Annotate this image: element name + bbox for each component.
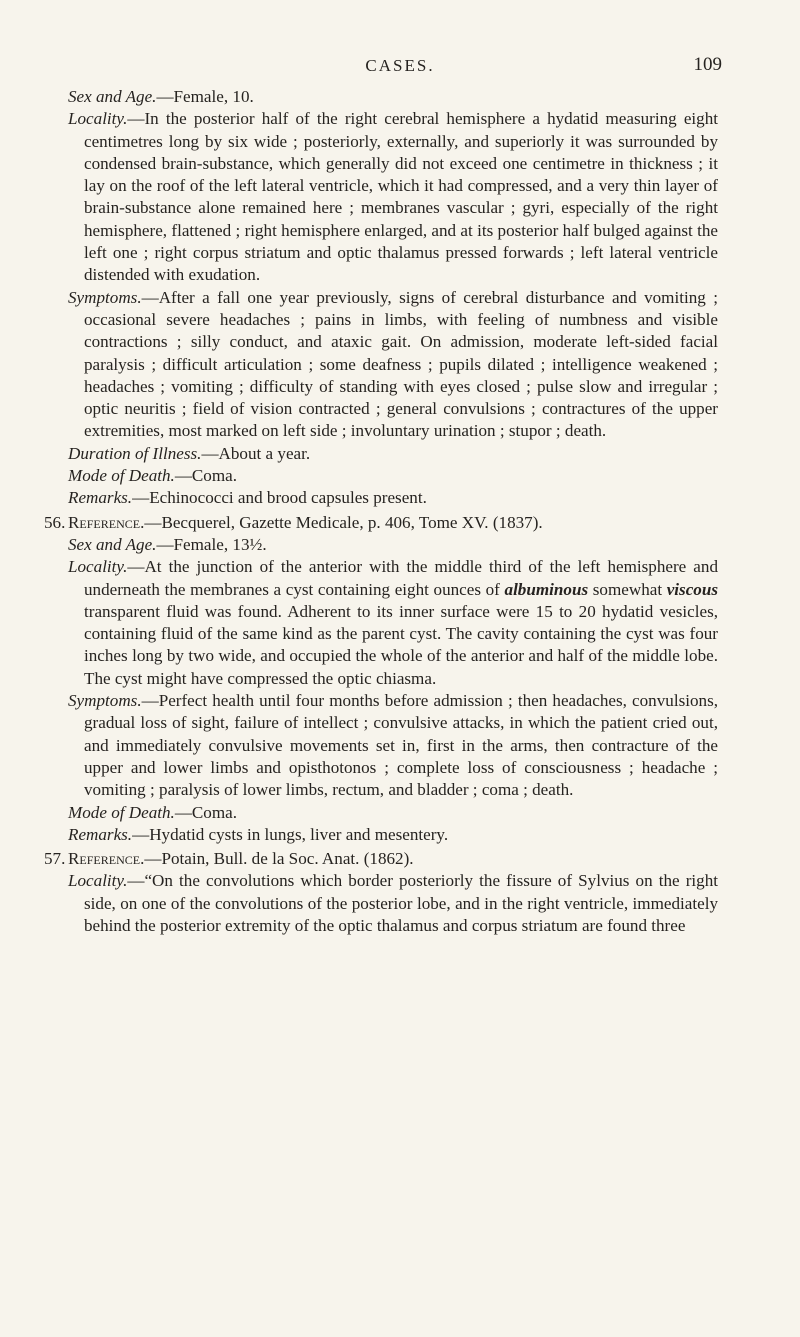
case-55-locality: Locality.—In the posterior half of the right cerebral hemisphere a hydatid measuring eight centimetres long by six wide ; posteriorly, externally, and superiorly it was surrounded by condensed brain-substance, which generally did not exceed one centimetre in thickness ; it lay on the roof of the left lateral ventricle, which it had compressed, and a very thin layer of brain-substance alone remained here ; membranes vascular ; gyri, especially of the right hemisphere, flattened ; right hemisphere enlarged, and at its posterior half bulged against the left one ; right corpus striatum and optic thalamus pressed forwards ; left lateral ventricle distended with exudation. bbox=[68, 109, 718, 285]
page-number: 109 bbox=[693, 54, 722, 75]
case-55-sex-age: Sex and Age.—Female, 10. bbox=[68, 87, 254, 106]
page-body bbox=[44, 86, 718, 937]
case-56-mode-of-death: Mode of Death.—Coma. bbox=[68, 802, 238, 822]
case-56-locality: Locality.—At the junction of the anterior with the middle third of the left hemisphere and underneath the membranes a cyst containing eight ounces of albuminous somewhat viscous transparent fluid was found. Adherent to its inner surface were 15 to 20 hydatid vesicles, containing fluid of the same kind as the parent cyst. The cavity containing the cyst was four inches long by two wide, and occupied the whole of the anterior and half of the middle lobe. The cyst might have compressed the optic chiasma. bbox=[68, 557, 718, 688]
case-56-symptoms: Symptoms.—Perfect health until four months before admission ; then headaches, convulsions, gradual loss of sight, failure of intellect ; convulsive attacks, in which the patient cried out, and immediately convulsive movements set in, first in the arms, then contracture of the upper and lower limbs and opisthotonos ; complete loss of consciousness ; headache ; vomiting ; paralysis of lower limbs, rectum, and bladder ; coma ; death. bbox=[68, 691, 718, 800]
case-55-remarks: Remarks.—Echinococci and brood capsules present. bbox=[68, 488, 427, 508]
case-56-remarks: Remarks.—Hydatid cysts in lungs, liver and mesentery. bbox=[68, 824, 449, 844]
case-55-symptoms: Symptoms.—After a fall one year previously, signs of cerebral disturbance and vomiting ; occasional severe headaches ; pains in limbs, with feeling of numbness and visible contractions ; silly conduct, and ataxic gait. On admission, moderate left-sided facial paralysis ; difficult articulation ; some deafness ; pupils dilated ; intelligence weakened ; headaches ; vomiting ; difficulty of standing with eyes closed ; pulse slow and irregular ; optic neuritis ; field of vision contracted ; general convulsions ; contractures of the upper extremities, most marked on left side ; involuntary urination ; stupor ; death. bbox=[68, 287, 718, 441]
case-57 bbox=[44, 848, 718, 937]
running-head-title: CASES. bbox=[365, 56, 435, 75]
case-57-locality: Locality.—“On the convolutions which border posteriorly the fissure of Sylvius on the right side, on one of the convolutions of the posterior lobe, and in the right ventricle, immediately behind the posterior extremity of the optic thalamus and corpus striatum are found three bbox=[68, 871, 718, 935]
case-56 bbox=[44, 512, 718, 846]
case-57-number: 57. bbox=[44, 849, 66, 869]
case-55 bbox=[56, 86, 718, 510]
case-57-reference: Reference.—Potain, Bull. de la Soc. Anat. (1862). bbox=[68, 849, 414, 869]
emphasis-viscous: viscous bbox=[666, 579, 718, 599]
case-56-number: 56. bbox=[44, 512, 66, 532]
case-56-sex-age: Sex and Age.—Female, 13½. bbox=[68, 534, 267, 554]
running-head bbox=[0, 56, 800, 86]
case-55-mode-of-death: Mode of Death.—Coma. bbox=[68, 466, 238, 486]
case-55-duration: Duration of Illness.—About a year. bbox=[68, 443, 311, 463]
case-56-reference: Reference.—Becquerel, Gazette Medicale, p. 406, Tome XV. (1837). bbox=[68, 512, 543, 532]
emphasis-albuminous: albuminous bbox=[504, 579, 589, 599]
